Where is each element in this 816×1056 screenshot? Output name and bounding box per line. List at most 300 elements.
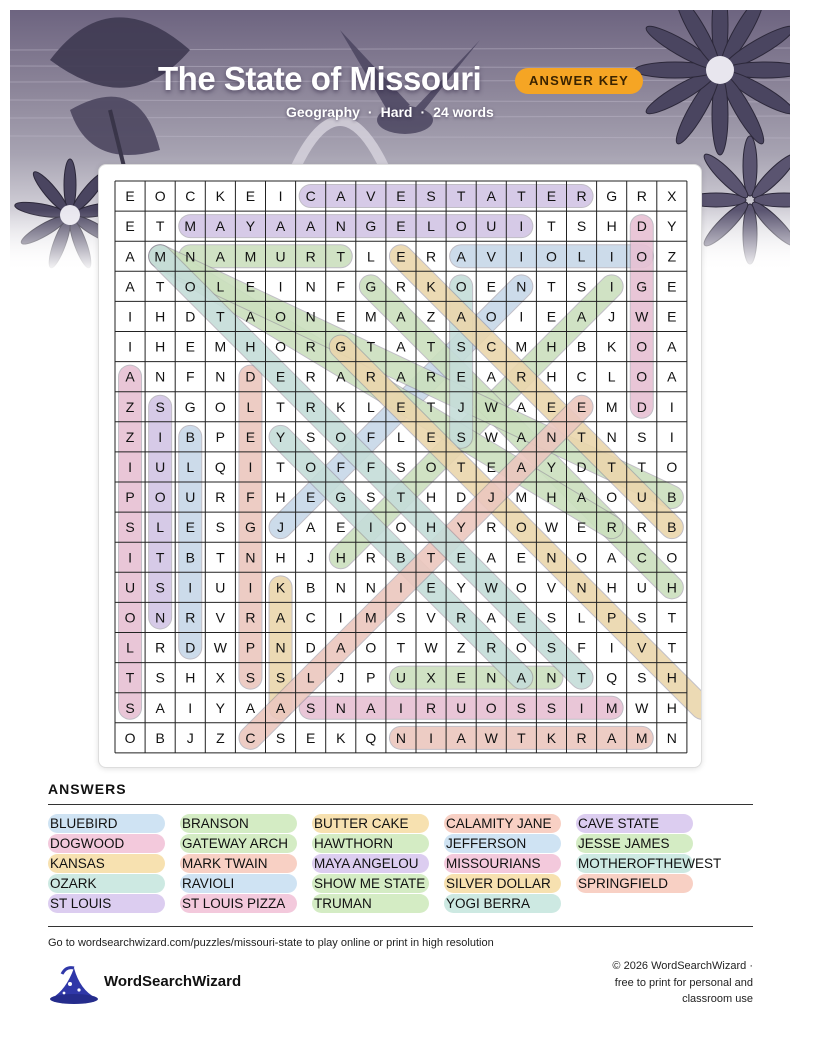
grid-letter[interactable]: O [305,458,317,475]
grid-letter[interactable]: R [365,368,376,385]
grid-letter[interactable]: G [365,278,377,295]
grid-letter[interactable]: A [336,188,346,205]
grid-letter[interactable]: H [335,549,346,566]
grid-letter[interactable]: O [154,489,166,506]
grid-letter[interactable]: R [425,248,437,265]
grid-letter[interactable]: O [184,278,196,295]
grid-letter[interactable]: H [275,489,286,506]
grid-letter[interactable]: E [456,368,466,385]
grid-letter[interactable]: T [396,639,406,656]
grid-letter[interactable]: N [486,669,497,686]
grid-letter[interactable]: L [306,669,315,686]
grid-letter[interactable]: A [125,248,135,265]
grid-letter[interactable]: O [124,609,136,626]
grid-letter[interactable]: O [154,188,166,205]
grid-letter[interactable]: I [399,699,403,716]
grid-letter[interactable]: O [636,368,648,385]
grid-letter[interactable]: I [278,188,283,205]
grid-letter[interactable]: U [185,489,196,506]
grid-letter[interactable]: H [155,308,166,325]
grid-letter[interactable]: Z [125,428,135,445]
grid-letter[interactable]: E [245,188,256,205]
grid-letter[interactable]: H [606,218,617,235]
grid-letter[interactable]: M [365,609,377,626]
grid-letter[interactable]: I [128,308,132,325]
grid-letter[interactable]: W [484,579,498,596]
grid-letter[interactable]: R [636,519,647,536]
grid-letter[interactable]: A [245,308,256,325]
grid-letter[interactable]: E [546,188,557,205]
grid-letter[interactable]: B [185,549,195,566]
grid-letter[interactable]: E [396,188,406,205]
grid-letter[interactable]: D [636,398,647,415]
grid-letter[interactable]: L [366,398,375,415]
grid-letter[interactable]: I [278,278,283,295]
grid-letter[interactable]: T [366,338,376,355]
grid-letter[interactable]: O [485,699,497,716]
grid-letter[interactable]: Y [667,218,677,235]
grid-letter[interactable]: O [425,458,437,475]
grid-letter[interactable]: C [245,729,256,746]
grid-letter[interactable]: H [155,338,166,355]
grid-letter[interactable]: T [456,458,466,475]
grid-letter[interactable]: A [486,609,496,626]
grid-letter[interactable]: E [576,519,587,536]
grid-letter[interactable]: S [576,278,587,295]
grid-letter[interactable]: B [667,489,677,506]
grid-letter[interactable]: S [516,699,527,716]
grid-letter[interactable]: I [338,609,343,626]
grid-letter[interactable]: R [305,368,316,385]
grid-letter[interactable]: T [155,218,165,235]
grid-letter[interactable]: A [516,398,527,415]
grid-letter[interactable]: U [636,579,647,596]
grid-letter[interactable]: A [456,308,466,325]
grid-letter[interactable]: H [546,338,557,355]
grid-letter[interactable]: B [185,428,195,445]
grid-letter[interactable]: M [365,308,377,325]
grid-letter[interactable]: H [606,579,617,596]
grid-letter[interactable]: I [429,729,433,746]
grid-letter[interactable]: K [275,579,286,596]
grid-letter[interactable]: Y [456,519,466,536]
grid-letter[interactable]: F [336,278,346,295]
grid-letter[interactable]: M [605,398,618,415]
grid-letter[interactable]: E [336,519,346,536]
grid-letter[interactable]: N [576,579,587,596]
grid-letter[interactable]: Z [426,308,436,325]
grid-letter[interactable]: S [155,579,165,596]
grid-letter[interactable]: A [396,338,406,355]
grid-letter[interactable]: A [456,248,466,265]
grid-letter[interactable]: F [577,639,586,656]
grid-letter[interactable]: S [396,609,406,626]
grid-letter[interactable]: T [547,278,556,295]
grid-letter[interactable]: R [215,489,226,506]
grid-letter[interactable]: I [609,278,614,295]
grid-letter[interactable]: A [125,278,135,295]
grid-letter[interactable]: H [546,489,557,506]
grid-letter[interactable]: U [275,248,286,265]
grid-letter[interactable]: B [396,549,406,566]
grid-letter[interactable]: H [425,519,437,536]
grid-letter[interactable]: O [455,278,467,295]
grid-letter[interactable]: A [245,699,256,716]
grid-letter[interactable]: A [576,489,587,506]
grid-letter[interactable]: I [609,248,614,265]
grid-letter[interactable]: O [666,458,678,475]
grid-letter[interactable]: A [275,699,286,716]
grid-letter[interactable]: B [576,338,587,355]
grid-letter[interactable]: J [186,729,194,746]
grid-letter[interactable]: P [606,609,617,626]
grid-letter[interactable]: V [546,579,557,596]
grid-letter[interactable]: M [515,489,528,506]
grid-letter[interactable]: E [486,458,496,475]
grid-letter[interactable]: S [215,519,226,536]
grid-letter[interactable]: S [456,338,466,355]
grid-letter[interactable]: L [156,519,165,536]
grid-letter[interactable]: N [275,639,286,656]
grid-letter[interactable]: A [215,248,226,265]
grid-letter[interactable]: W [484,428,498,445]
grid-letter[interactable]: E [125,218,135,235]
grid-letter[interactable]: N [335,579,346,596]
grid-letter[interactable]: A [486,549,496,566]
grid-letter[interactable]: O [335,428,347,445]
grid-letter[interactable]: I [609,639,614,656]
grid-letter[interactable]: A [215,218,226,235]
grid-letter[interactable]: W [424,639,438,656]
grid-letter[interactable]: O [576,549,587,566]
grid-letter[interactable]: R [395,278,407,295]
grid-letter[interactable]: Y [456,579,466,596]
grid-letter[interactable]: N [546,669,557,686]
grid-letter[interactable]: E [576,398,587,415]
grid-letter[interactable]: R [425,699,437,716]
grid-letter[interactable]: E [396,398,406,415]
grid-letter[interactable]: H [666,669,677,686]
grid-letter[interactable]: M [184,218,197,235]
grid-letter[interactable]: I [128,549,132,566]
grid-letter[interactable]: Y [215,699,226,716]
grid-letter[interactable]: S [155,669,165,686]
grid-letter[interactable]: F [366,458,376,475]
grid-letter[interactable]: K [606,338,617,355]
grid-letter[interactable]: I [669,398,674,415]
grid-letter[interactable]: O [275,338,286,355]
grid-letter[interactable]: S [245,669,256,686]
grid-letter[interactable]: A [275,218,286,235]
grid-letter[interactable]: G [335,489,347,506]
grid-letter[interactable]: R [305,248,316,265]
grid-letter[interactable]: D [456,489,467,506]
grid-letter[interactable]: U [636,489,647,506]
grid-letter[interactable]: K [215,188,226,205]
grid-letter[interactable]: E [245,428,256,445]
grid-letter[interactable]: G [636,278,648,295]
grid-letter[interactable]: T [637,458,647,475]
grid-letter[interactable]: T [336,248,346,265]
grid-letter[interactable]: A [155,699,165,716]
grid-letter[interactable]: T [276,398,285,415]
grid-letter[interactable]: D [245,368,256,385]
grid-letter[interactable]: S [546,699,557,716]
grid-letter[interactable]: K [336,729,346,746]
grid-letter[interactable]: O [485,308,497,325]
grid-letter[interactable]: S [546,639,557,656]
grid-letter[interactable]: K [336,398,346,415]
grid-letter[interactable]: N [546,428,557,445]
grid-letter[interactable]: T [216,308,225,325]
grid-letter[interactable]: L [186,458,195,475]
grid-letter[interactable]: P [125,489,135,506]
grid-letter[interactable]: C [636,549,647,566]
grid-letter[interactable]: S [576,218,587,235]
grid-letter[interactable]: M [154,248,166,265]
grid-letter[interactable]: S [275,669,286,686]
grid-letter[interactable]: H [666,579,677,596]
grid-letter[interactable]: A [516,669,527,686]
grid-letter[interactable]: T [426,338,436,355]
grid-letter[interactable]: O [636,338,648,355]
grid-letter[interactable]: J [487,489,495,506]
grid-letter[interactable]: R [576,729,587,746]
grid-letter[interactable]: D [185,639,196,656]
grid-letter[interactable]: M [515,338,528,355]
grid-letter[interactable]: T [216,549,225,566]
grid-letter[interactable]: L [577,248,586,265]
grid-letter[interactable]: E [486,278,496,295]
grid-letter[interactable]: U [395,669,407,686]
grid-letter[interactable]: P [366,669,376,686]
grid-letter[interactable]: C [576,368,587,385]
grid-letter[interactable]: V [486,248,496,265]
grid-letter[interactable]: D [185,308,196,325]
grid-letter[interactable]: U [456,699,467,716]
grid-letter[interactable]: E [125,188,135,205]
grid-letter[interactable]: S [426,188,436,205]
grid-letter[interactable]: A [516,458,527,475]
grid-letter[interactable]: T [155,549,165,566]
grid-letter[interactable]: E [456,549,466,566]
grid-letter[interactable]: T [426,398,436,415]
grid-letter[interactable]: T [276,458,285,475]
grid-letter[interactable]: I [188,699,193,716]
grid-letter[interactable]: O [365,639,377,656]
grid-letter[interactable]: O [546,248,557,265]
grid-letter[interactable]: A [396,308,406,325]
grid-letter[interactable]: T [607,458,616,475]
grid-letter[interactable]: D [305,639,316,656]
grid-letter[interactable]: R [636,188,647,205]
grid-letter[interactable]: J [277,519,285,536]
grid-letter[interactable]: Y [546,458,557,475]
grid-letter[interactable]: A [667,368,677,385]
grid-letter[interactable]: F [336,458,346,475]
grid-letter[interactable]: Z [667,248,677,265]
grid-letter[interactable]: X [426,669,436,686]
grid-letter[interactable]: T [426,549,436,566]
grid-letter[interactable]: R [576,188,587,205]
grid-letter[interactable]: E [426,428,436,445]
grid-letter[interactable]: C [486,338,497,355]
grid-letter[interactable]: E [667,278,677,295]
grid-letter[interactable]: G [245,519,256,536]
grid-letter[interactable]: T [155,278,165,295]
grid-letter[interactable]: O [395,519,407,536]
grid-letter[interactable]: X [667,188,677,205]
grid-letter[interactable]: R [365,549,376,566]
grid-letter[interactable]: P [245,639,256,656]
grid-letter[interactable]: R [305,398,316,415]
grid-letter[interactable]: V [637,639,647,656]
grid-letter[interactable]: S [546,609,557,626]
grid-letter[interactable]: F [246,489,255,506]
grid-letter[interactable]: O [515,519,527,536]
grid-letter[interactable]: O [606,489,618,506]
grid-letter[interactable]: O [124,729,136,746]
grid-letter[interactable]: A [456,729,466,746]
grid-letter[interactable]: I [158,428,163,445]
grid-letter[interactable]: A [396,368,406,385]
footer-link[interactable]: Go to wordsearchwizard.com/puzzles/missouri-state to play online or print in high resolution [48,937,494,949]
grid-letter[interactable]: I [128,338,132,355]
grid-letter[interactable]: E [185,338,195,355]
grid-letter[interactable]: Q [365,729,377,746]
grid-letter[interactable]: I [519,308,524,325]
grid-letter[interactable]: A [576,308,587,325]
grid-letter[interactable]: E [516,609,527,626]
grid-letter[interactable]: E [546,398,557,415]
grid-letter[interactable]: L [246,398,255,415]
grid-letter[interactable]: C [305,609,316,626]
grid-letter[interactable]: W [484,729,498,746]
grid-letter[interactable]: V [366,188,376,205]
grid-letter[interactable]: N [666,729,677,746]
grid-letter[interactable]: W [635,308,649,325]
grid-letter[interactable]: F [185,368,195,385]
grid-letter[interactable]: A [275,609,286,626]
grid-letter[interactable]: J [457,398,465,415]
grid-letter[interactable]: L [607,368,616,385]
grid-letter[interactable]: W [635,699,649,716]
grid-letter[interactable]: N [215,368,226,385]
grid-letter[interactable]: H [275,549,286,566]
grid-letter[interactable]: T [125,669,135,686]
grid-letter[interactable]: Y [245,218,256,235]
grid-letter[interactable]: E [305,729,316,746]
grid-letter[interactable]: U [486,218,497,235]
grid-letter[interactable]: B [667,519,677,536]
grid-letter[interactable]: N [546,549,557,566]
grid-letter[interactable]: L [577,609,586,626]
grid-letter[interactable]: D [636,218,647,235]
grid-letter[interactable]: I [519,248,524,265]
grid-letter[interactable]: E [245,278,256,295]
grid-letter[interactable]: J [307,549,315,566]
grid-letter[interactable]: G [365,218,377,235]
grid-letter[interactable]: W [484,398,498,415]
grid-letter[interactable]: I [248,579,253,596]
grid-letter[interactable]: Z [216,729,225,746]
grid-letter[interactable]: C [305,188,316,205]
grid-letter[interactable]: A [667,338,677,355]
grid-letter[interactable]: T [396,489,406,506]
grid-letter[interactable]: E [185,519,195,536]
grid-letter[interactable]: S [396,458,406,475]
grid-letter[interactable]: G [335,338,347,355]
grid-letter[interactable]: I [579,699,584,716]
grid-letter[interactable]: R [516,368,527,385]
grid-letter[interactable]: S [275,729,286,746]
grid-letter[interactable]: O [666,549,678,566]
grid-letter[interactable]: A [305,218,316,235]
grid-letter[interactable]: N [155,609,166,626]
grid-letter[interactable]: N [305,308,316,325]
grid-letter[interactable]: S [125,699,135,716]
grid-letter[interactable]: A [606,549,617,566]
grid-letter[interactable]: M [635,729,648,746]
grid-letter[interactable]: J [337,669,345,686]
grid-letter[interactable]: A [606,729,617,746]
grid-letter[interactable]: B [155,729,165,746]
grid-letter[interactable]: E [426,579,436,596]
grid-letter[interactable]: S [305,428,316,445]
grid-letter[interactable]: T [547,218,556,235]
grid-letter[interactable]: E [336,308,346,325]
grid-letter[interactable]: N [245,549,256,566]
grid-letter[interactable]: H [185,669,196,686]
grid-letter[interactable]: A [486,188,496,205]
grid-letter[interactable]: S [637,428,647,445]
grid-letter[interactable]: I [368,519,373,536]
grid-letter[interactable]: R [305,338,316,355]
grid-letter[interactable]: A [486,368,496,385]
grid-letter[interactable]: E [275,368,286,385]
grid-letter[interactable]: J [608,308,616,325]
grid-letter[interactable]: N [335,699,346,716]
grid-letter[interactable]: R [456,609,467,626]
grid-letter[interactable]: S [155,398,165,415]
grid-letter[interactable]: H [666,699,677,716]
grid-letter[interactable]: N [395,729,407,746]
grid-letter[interactable]: G [606,188,618,205]
grid-letter[interactable]: L [366,248,375,265]
grid-letter[interactable]: A [336,639,346,656]
grid-letter[interactable]: Z [456,639,466,656]
grid-letter[interactable]: V [215,609,226,626]
grid-letter[interactable]: S [305,699,316,716]
grid-letter[interactable]: N [335,218,346,235]
grid-letter[interactable]: S [637,609,647,626]
grid-letter[interactable]: E [456,669,466,686]
grid-letter[interactable]: L [427,218,435,235]
grid-letter[interactable]: V [426,609,436,626]
grid-letter[interactable]: Q [214,458,226,475]
grid-letter[interactable]: T [667,639,677,656]
grid-letter[interactable]: R [486,519,497,536]
grid-letter[interactable]: R [425,368,437,385]
grid-letter[interactable]: I [399,579,403,596]
grid-letter[interactable]: N [516,278,527,295]
grid-letter[interactable]: W [544,519,559,536]
grid-letter[interactable]: U [124,579,136,596]
grid-letter[interactable]: H [425,489,437,506]
grid-letter[interactable]: M [214,338,227,355]
grid-letter[interactable]: L [126,639,134,656]
grid-letter[interactable]: E [546,308,557,325]
